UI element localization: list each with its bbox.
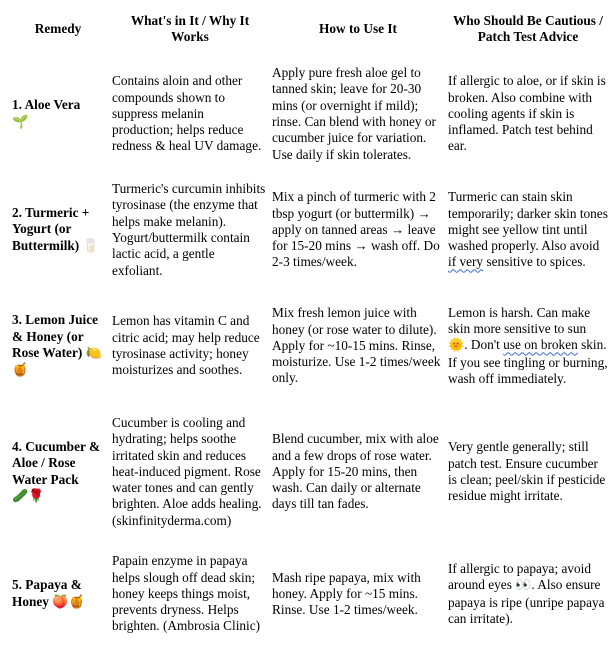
remedy-cell xyxy=(6,402,110,542)
who-cell: If allergic to aloe, or if skin is broken. Also combine with cooling agents if skin is inflamed. Patch test behind ear. xyxy=(448,73,606,154)
cucumber-rose-icon: 🥒🌹 xyxy=(12,488,45,504)
header-what: What's in It / Why It Works xyxy=(130,13,250,44)
remedy-cell xyxy=(6,542,110,646)
who-cell xyxy=(446,170,610,290)
table-row xyxy=(6,402,610,542)
what-cell: Papain enzyme in papaya helps slough off dead skin; honey keeps things moist, prevents dryness. Helps brighten. (Ambrosia Clinic) xyxy=(112,553,261,634)
spellcheck-flag: if very xyxy=(448,254,484,270)
how-cell: Mix a pinch of turmeric with 2 tbsp yogurt (or buttermilk) → apply on tanned areas → leave for 15-20 mins → wash off. Do 2-3 times/week. xyxy=(272,189,440,270)
header-row xyxy=(6,4,610,58)
who-cell xyxy=(446,290,610,402)
who-cell: Very gentle generally; still patch test. Ensure cucumber is clean; peel/skin if pesticide residue might irritate. xyxy=(448,439,606,504)
remedy-name: 5. Papaya & Honey xyxy=(12,577,82,609)
what-cell: Cucumber is cooling and hydrating; helps soothe irritated skin and reduces heat-induced pigment. Rose water tones and can gently brighten. Aloe adds healing. (skinfinityderma.com) xyxy=(112,414,262,528)
what-cell: Lemon has vitamin C and citric acid; may help reduce tyrosinase activity; honey moisturizes and soothes. xyxy=(112,313,260,378)
remedy-cell xyxy=(6,290,110,402)
lemon-honey-icon: 🍋🍯 xyxy=(12,346,102,379)
remedies-table xyxy=(6,4,610,646)
how-cell: Apply pure fresh aloe gel to tanned skin; leave for 20-30 mins (or overnight if mild); rinse. Can blend with honey or cucumber juice for variation. Use daily if skin tolerates. xyxy=(272,65,436,162)
who-text: skin. If you see tingling or burning, wash off immediately. xyxy=(448,337,608,386)
who-text: sensitive to spices. xyxy=(483,254,586,270)
who-cell xyxy=(446,542,610,646)
remedy-cell xyxy=(6,170,110,290)
who-text: Lemon is harsh. Can make skin more sensitive to sun xyxy=(448,304,591,337)
table-row xyxy=(6,170,610,290)
remedy-name: 2. Turmeric + Yogurt (or Buttermilk) xyxy=(12,205,90,253)
what-cell: Contains aloin and other compounds shown to suppress melanin production; helps reduce redness & heal UV damage. xyxy=(112,73,262,154)
sun-icon: 🌞 xyxy=(448,338,465,354)
peach-honey-icon: 🍑🍯 xyxy=(52,594,85,610)
table-row xyxy=(6,542,610,646)
how-cell: Mash ripe papaya, mix with honey. Apply for ~15 mins. Rinse. Use 1-2 times/week. xyxy=(272,569,421,618)
header-remedy: Remedy xyxy=(34,21,82,36)
header-how: How to Use It xyxy=(319,21,397,36)
header-who: Who Should Be Cautious / Patch Test Advice xyxy=(452,13,603,44)
what-cell: Turmeric's curcumin inhibits tyrosinase (the enzyme that helps make melanin). Yogurt/buttermilk contain lactic acid, a gentle exfoliant. xyxy=(112,181,266,278)
remedy-cell xyxy=(6,58,110,170)
milk-glass-icon: 🥛 xyxy=(82,238,99,254)
who-text: . Don't xyxy=(464,337,504,353)
who-text: . Also ensure papaya is ripe (unripe papaya can irritate). xyxy=(448,577,605,626)
eyes-icon: 👀 xyxy=(515,578,532,594)
who-text: If allergic to papaya; avoid around eyes xyxy=(448,560,592,593)
remedy-name: 3. Lemon Juice & Honey (or Rose Water) xyxy=(12,312,99,360)
how-cell: Blend cucumber, mix with aloe and a few drops of rose water. Apply for 15-20 mins, then wash. Can daily or alternate days till tan fades. xyxy=(272,431,439,512)
remedy-name: 4. Cucumber & Aloe / Rose Water Pack xyxy=(12,438,101,487)
sprout-icon: 🌱 xyxy=(12,114,29,130)
table-row xyxy=(6,290,610,402)
how-cell: Mix fresh lemon juice with honey (or rose water to dilute). Apply for ~10-15 mins. Rinse, moisturize. Use 1-2 times/week only. xyxy=(272,305,441,386)
remedy-name: 1. Aloe Vera xyxy=(12,97,81,113)
who-text: Turmeric can stain skin temporarily; darker skin tones might see yellow tint until washed properly. Also avoid xyxy=(448,189,608,254)
table-row xyxy=(6,58,610,170)
spellcheck-flag: use on broken xyxy=(503,337,578,353)
